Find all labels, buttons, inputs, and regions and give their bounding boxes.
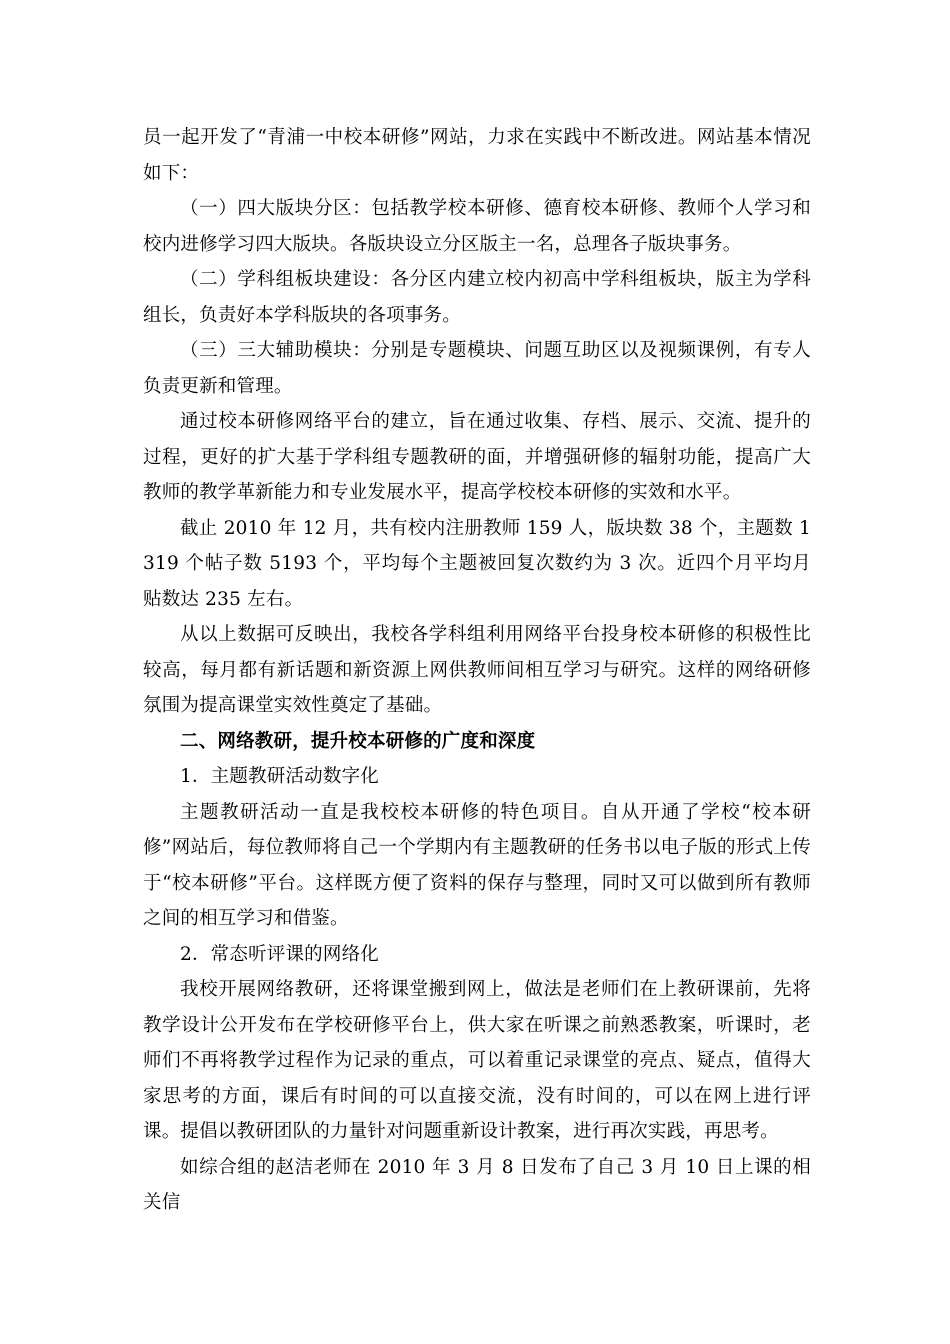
paragraph-intro: 员一起开发了“青浦一中校本研修”网站，力求在实践中不断改进。网站基本情况如下： bbox=[143, 127, 811, 184]
paragraph-section-three: （三）三大辅助模块：分别是专题模块、问题互助区以及视频课例，有专人负责更新和管理。 bbox=[143, 340, 811, 397]
paragraph-statistics: 截止 2010 年 12 月，共有校内注册教师 159 人，版块数 38 个，主题数 1319 个帖子数 5193 个，平均每个主题被回复次数约为 3 次。近四个月平均月贴数达 235 左右。 bbox=[143, 517, 811, 610]
section-heading: 二、网络教研，提升校本研修的广度和深度 bbox=[180, 730, 536, 752]
paragraph-section-one: （一）四大版块分区：包括教学校本研修、德育校本研修、教师个人学习和校内进修学习四大版块。各版块设立分区版主一名，总理各子版块事务。 bbox=[143, 198, 811, 255]
paragraph-online-evaluation: 我校开展网络教研，还将课堂搬到网上，做法是老师们在上教研课前，先将教学设计公开发布在学校研修平台上，供大家在听课之前熟悉教案，听课时，老师们不再将教学过程作为记录的重点，可以着重记录课堂的亮点、疑点，值得大家思考的方面，课后有时间的可以直接交流，没有时间的，可以在网上进行评课。提倡以教研团队的力量针对问题重新设计教案，进行再次实践，再思考。 bbox=[143, 979, 811, 1142]
subheading-one: 1．主题教研活动数字化 bbox=[180, 766, 379, 787]
paragraph-purpose: 通过校本研修网络平台的建立，旨在通过收集、存档、展示、交流、提升的过程，更好的扩大基于学科组专题教研的面，并增强研修的辐射功能，提高广大教师的教学革新能力和专业发展水平，提高学校校本研修的实效和水平。 bbox=[143, 411, 811, 503]
subheading-two: 2．常态听评课的网络化 bbox=[180, 943, 379, 965]
paragraph-analysis: 从以上数据可反映出，我校各学科组利用网络平台投身校本研修的积极性比较高，每月都有新话题和新资源上网供教师间相互学习与研究。这样的网络研修氛围为提高课堂实效性奠定了基础。 bbox=[143, 624, 811, 716]
paragraph-section-two: （二）学科组板块建设：各分区内建立校内初高中学科组板块，版主为学科组长，负责好本学科版块的各项事务。 bbox=[143, 269, 811, 326]
paragraph-theme-research: 主题教研活动一直是我校校本研修的特色项目。自从开通了学校“校本研修”网站后，每位教师将自己一个学期内有主题教研的任务书以电子版的形式上传于“校本研修”平台。这样既方便了资料的保存与整理，同时又可以做到所有教师之间的相互学习和借鉴。 bbox=[143, 801, 811, 929]
document-body bbox=[143, 120, 811, 1221]
paragraph-example: 如综合组的赵洁老师在 2010 年 3 月 8 日发布了自己 3 月 10 日上课的相关信 bbox=[143, 1156, 811, 1213]
